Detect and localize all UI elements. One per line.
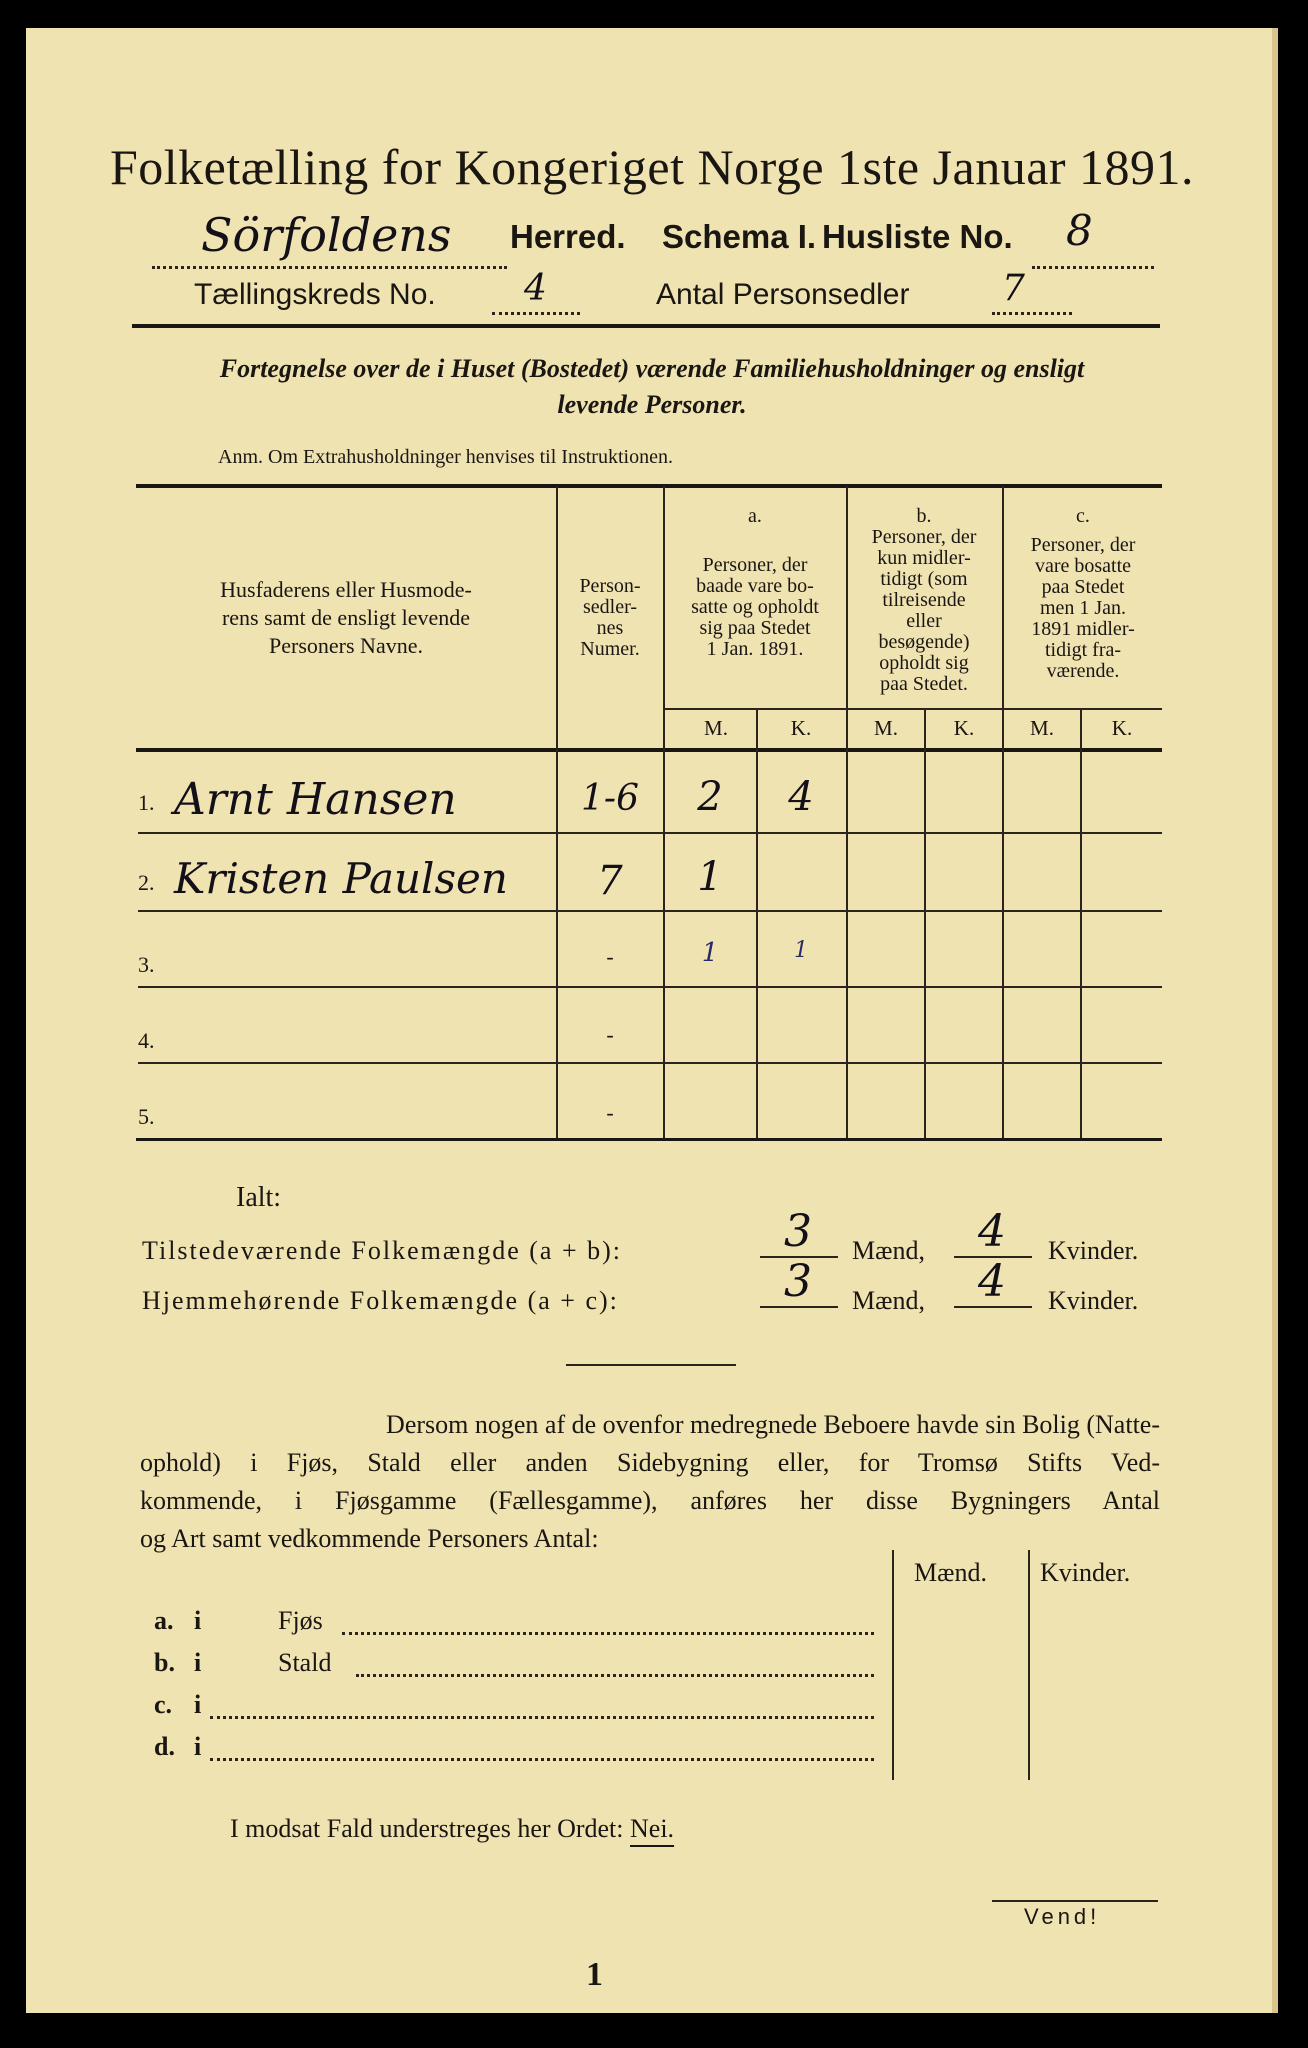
census-form-sheet xyxy=(26,28,1278,2013)
tilstede-kvinder-label: Kvinder. xyxy=(1048,1236,1139,1265)
header-col-a: a. Personer, der baade vare bo- satte og opholdt sig paa Stedet 1 Jan. 1891. xyxy=(691,505,819,660)
header-rule xyxy=(132,324,1160,328)
building-a-dotted-line xyxy=(342,1626,874,1635)
row-personsedler-4: - xyxy=(606,1022,614,1047)
buildings-divider-1 xyxy=(892,1550,894,1780)
annotation-note: Anm. Om Extrahusholdninger henvises til Instruktionen. xyxy=(218,446,673,468)
nei-word: Nei. xyxy=(630,1814,675,1843)
col-c-m-label: M. xyxy=(1030,716,1054,740)
buildings-maend-header: Mænd. xyxy=(914,1558,987,1587)
tilstede-men-value: 3 xyxy=(784,1206,812,1257)
table-bottom-rule xyxy=(136,1138,1162,1141)
row-a-m-3: 1 xyxy=(701,938,719,968)
buildings-kvinder-header: Kvinder. xyxy=(1040,1558,1131,1587)
building-b-i: i xyxy=(194,1648,202,1677)
col-c-k-label: K. xyxy=(1111,716,1133,740)
hjemme-maend-label: Mænd, xyxy=(852,1286,925,1315)
antal-label: Antal Personsedler xyxy=(656,278,910,311)
building-d-dotted-line xyxy=(210,1752,874,1761)
vend-label: Vend! xyxy=(1024,1904,1101,1929)
building-c-dotted-line xyxy=(210,1710,874,1719)
row-personsedler-2: 7 xyxy=(597,858,623,904)
row-personsedler-1: 1-6 xyxy=(581,778,639,819)
row-number-2: 2. xyxy=(138,870,155,895)
header-col-b: b. Personer, der kun midler- tidigt (som tilreisende eller besøgende) opholdt sig paa Stedet. xyxy=(871,505,977,695)
row-personsedler-3: - xyxy=(606,944,614,969)
herred-label: Herred. xyxy=(510,218,626,255)
sidebygning-paragraph: Dersom nogen af de ovenfor medregnede Beboere havde sin Bolig (Natte- ophold) i Fjøs, Stald eller anden Sidebygning eller, for Tromsø Stifts Ved- kommende, i Fjøsgamme (Fællesgamme), anføres her disse Bygningers Antal og Art samt vedkommende Personers Antal: xyxy=(140,1410,1160,1553)
hjemmehorende-label: Hjemmehørende Folkemængde (a + c): xyxy=(142,1286,619,1315)
husliste-label: Husliste No. xyxy=(822,218,1013,255)
subtitle-line-1: Fortegnelse over de i Huset (Bostedet) værende Familiehusholdninger og ensligt xyxy=(219,354,1085,383)
col-divider-2 xyxy=(663,486,665,1138)
row-line-2 xyxy=(138,910,1162,912)
tilstede-women-value: 4 xyxy=(978,1206,1006,1257)
col-a-k-label: K. xyxy=(790,716,812,740)
col-b-k-label: K. xyxy=(953,716,975,740)
tilstede-maend-label: Mænd, xyxy=(852,1236,925,1265)
husliste-dotted-line xyxy=(1032,246,1154,269)
row-a-k-3: 1 xyxy=(794,938,808,963)
table-header-bottom-rule xyxy=(136,748,1162,752)
buildings-divider-2 xyxy=(1028,1550,1030,1780)
row-number-5: 5. xyxy=(138,1104,155,1129)
row-a-m-2: 1 xyxy=(697,854,723,900)
subtitle-line-2: levende Personer. xyxy=(557,390,747,419)
row-line-1 xyxy=(138,832,1162,834)
building-a-i: i xyxy=(194,1606,202,1635)
row-a-m-1: 2 xyxy=(697,774,723,820)
row-number-1: 1. xyxy=(138,790,155,815)
husliste-number: 8 xyxy=(1066,206,1093,255)
col-divider-b-mk xyxy=(924,710,926,1138)
row-personsedler-5: - xyxy=(606,1100,614,1125)
col-a-m-label: M. xyxy=(704,716,728,740)
header-col-c: c. Personer, der vare bosatte paa Stedet men 1 Jan. 1891 midler- tidigt fra- værende. xyxy=(1030,505,1136,682)
building-b-name: Stald xyxy=(278,1648,332,1677)
building-c-i: i xyxy=(194,1690,202,1719)
kreds-label: Tællingskreds No. xyxy=(194,278,436,311)
header-name-col: Husfaderens eller Husmode- rens samt de ensligt levende Personers Navne. xyxy=(220,577,472,658)
schema-label: Schema I. xyxy=(662,218,817,255)
row-number-3: 3. xyxy=(138,952,155,977)
table-top-rule xyxy=(136,484,1162,488)
header-number-col: Person- sedler- nes Numer. xyxy=(579,575,641,660)
modsat-text: I modsat Fald understreges her Ordet: Nei. xyxy=(230,1814,675,1843)
building-d-letter: d. xyxy=(154,1732,175,1761)
form-title: Folketælling for Kongeriget Norge 1ste Januar 1891. xyxy=(109,139,1195,195)
row-a-k-1: 4 xyxy=(788,774,814,820)
building-a-letter: a. xyxy=(154,1606,174,1635)
col-b-m-label: M. xyxy=(874,716,898,740)
section-divider xyxy=(566,1364,736,1366)
building-a-name: Fjøs xyxy=(278,1606,323,1635)
building-c-letter: c. xyxy=(154,1690,173,1719)
row-name-2: Kristen Paulsen xyxy=(174,854,508,903)
page-number: 1 xyxy=(586,1956,603,1993)
hjemme-women-value: 4 xyxy=(978,1256,1006,1307)
tilstedevaerende-label: Tilstedeværende Folkemængde (a + b): xyxy=(142,1236,622,1265)
row-line-3 xyxy=(138,986,1162,988)
hjemme-kvinder-label: Kvinder. xyxy=(1048,1286,1139,1315)
row-number-4: 4. xyxy=(138,1028,155,1053)
mk-header-rule xyxy=(664,708,1162,710)
building-b-letter: b. xyxy=(154,1648,175,1677)
hjemme-men-value: 3 xyxy=(784,1256,812,1307)
building-d-i: i xyxy=(194,1732,202,1761)
row-line-4 xyxy=(138,1062,1162,1064)
ialt-label: Ialt: xyxy=(236,1182,282,1213)
row-name-1: Arnt Hansen xyxy=(174,774,457,825)
building-b-dotted-line xyxy=(356,1668,874,1677)
herred-name: Sörfoldens xyxy=(201,208,452,262)
vend-rule xyxy=(992,1900,1158,1902)
antal-number: 7 xyxy=(1002,268,1025,309)
col-divider-c-mk xyxy=(1080,710,1082,1138)
kreds-number: 4 xyxy=(524,268,547,309)
